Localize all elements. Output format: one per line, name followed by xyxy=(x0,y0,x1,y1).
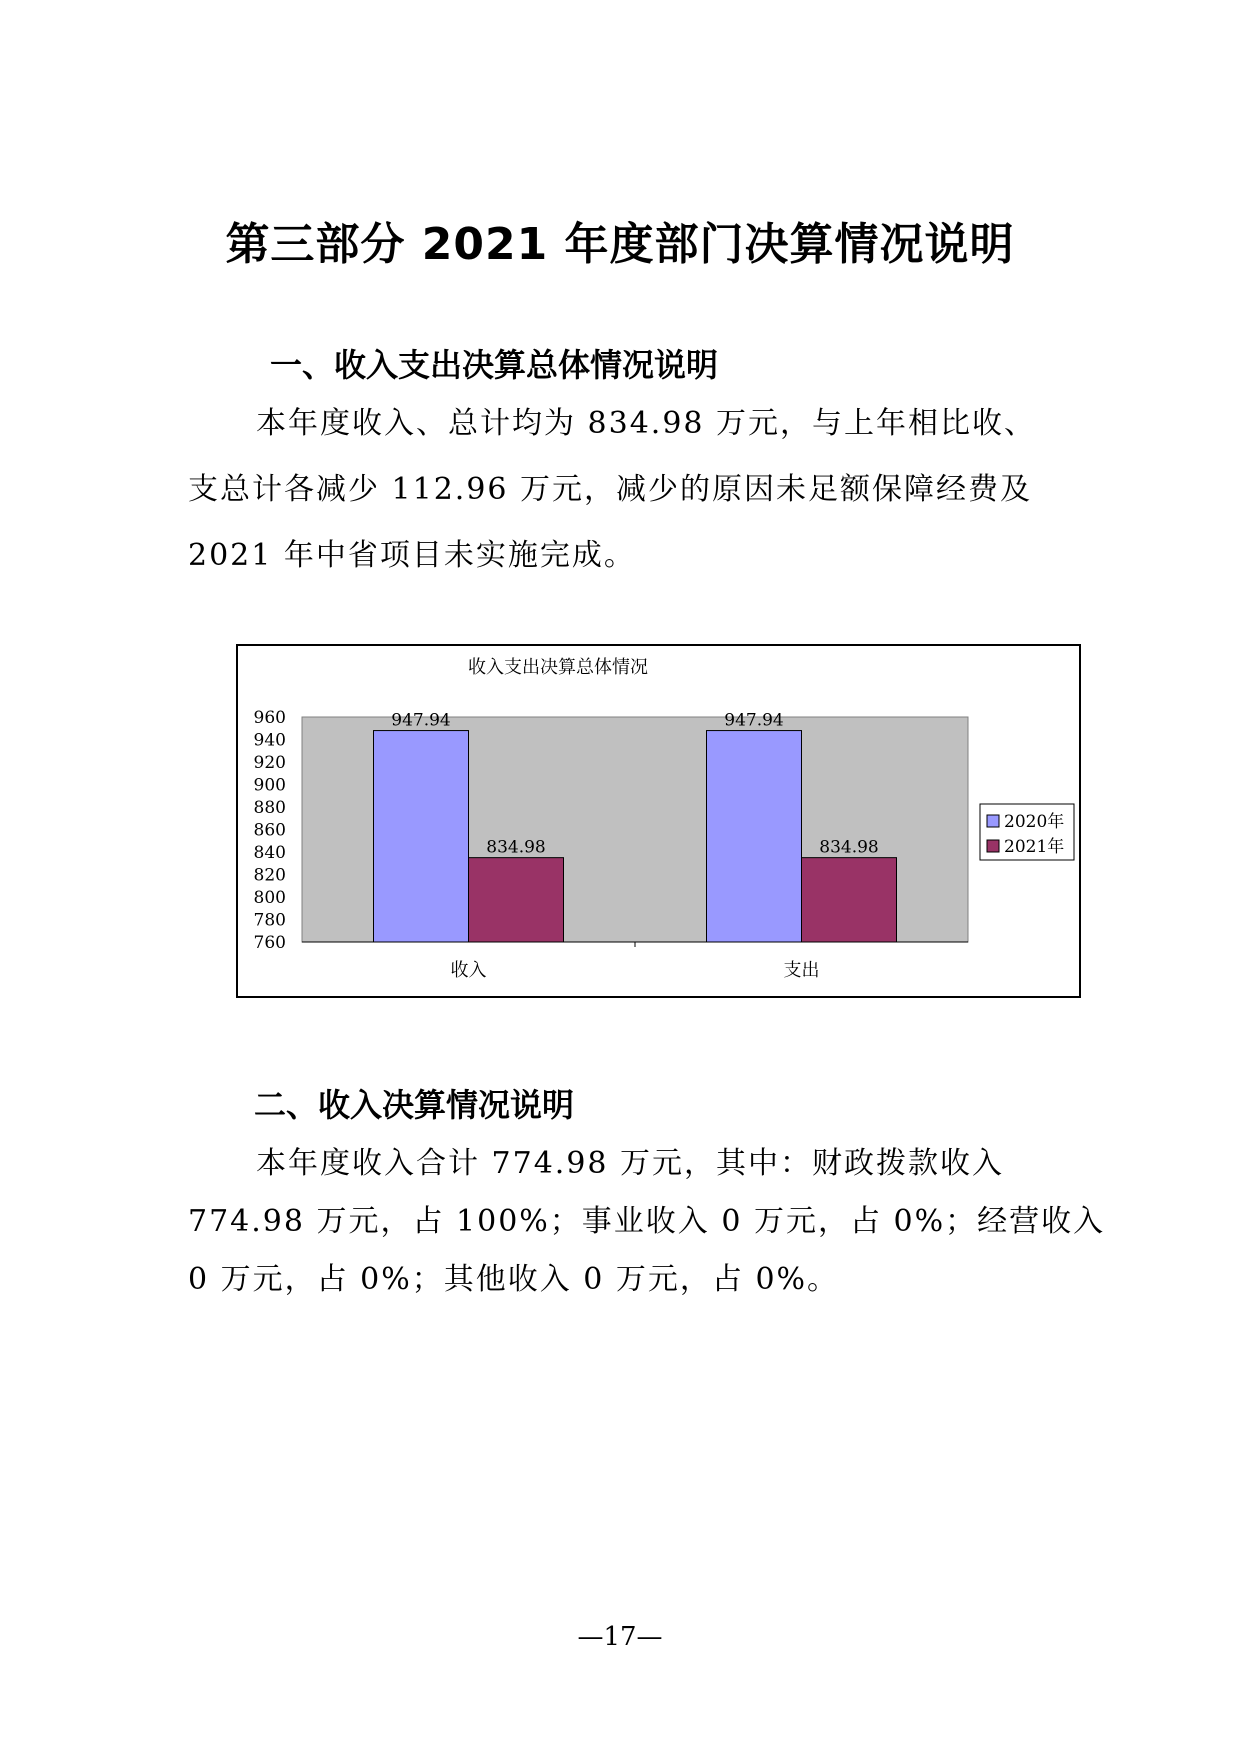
legend-swatch xyxy=(987,815,999,827)
x-tick-label: 支出 xyxy=(783,960,820,981)
data-label: 947.94 xyxy=(724,710,784,731)
legend-label: 2020年 xyxy=(1004,812,1065,832)
y-tick-label: 920 xyxy=(253,753,286,773)
x-tick-label: 收入 xyxy=(450,960,487,981)
y-tick-label: 860 xyxy=(253,820,286,841)
data-label: 947.94 xyxy=(391,710,451,731)
y-tick-label: 960 xyxy=(253,708,286,728)
data-label: 834.98 xyxy=(819,837,879,858)
paragraph-line: 2021 年中省项目未实施完成。 xyxy=(188,538,636,573)
data-label: 834.98 xyxy=(486,837,546,858)
paragraph-line: 774.98 万元，占 100%；事业收入 0 万元，占 0%；经营收入 xyxy=(188,1204,1106,1239)
y-tick-label: 760 xyxy=(253,933,286,953)
y-tick-label: 840 xyxy=(253,843,286,863)
paragraph-line: 0 万元，占 0%；其他收入 0 万元，占 0%。 xyxy=(188,1262,840,1297)
section2-heading: 二、收入决算情况说明 xyxy=(254,1086,575,1124)
y-tick-label: 900 xyxy=(253,775,286,796)
bar xyxy=(469,858,564,942)
y-tick-label: 780 xyxy=(253,910,286,931)
page-title: 第三部分 2021 年度部门决算情况说明 xyxy=(225,219,1015,270)
y-tick-label: 800 xyxy=(253,888,286,908)
legend-label: 2021年 xyxy=(1004,837,1065,857)
bar xyxy=(802,858,897,942)
legend-swatch xyxy=(987,840,999,852)
paragraph-line: 本年度收入合计 774.98 万元，其中：财政拨款收入 xyxy=(256,1146,1005,1181)
page-number: —17— xyxy=(577,1622,663,1652)
y-tick-label: 820 xyxy=(253,865,286,886)
bar-chart xyxy=(238,646,1079,996)
bar xyxy=(374,731,469,942)
paragraph-line: 本年度收入、总计均为 834.98 万元，与上年相比收、 xyxy=(256,406,1037,441)
bar xyxy=(707,731,802,942)
y-tick-label: 940 xyxy=(253,730,286,751)
y-tick-label: 880 xyxy=(253,798,286,818)
chart-frame xyxy=(236,644,1081,998)
section1-heading: 一、收入支出决算总体情况说明 xyxy=(270,346,719,384)
paragraph-line: 支总计各减少 112.96 万元，减少的原因未足额保障经费及 xyxy=(188,472,1033,507)
chart-title: 收入支出决算总体情况 xyxy=(468,657,648,678)
